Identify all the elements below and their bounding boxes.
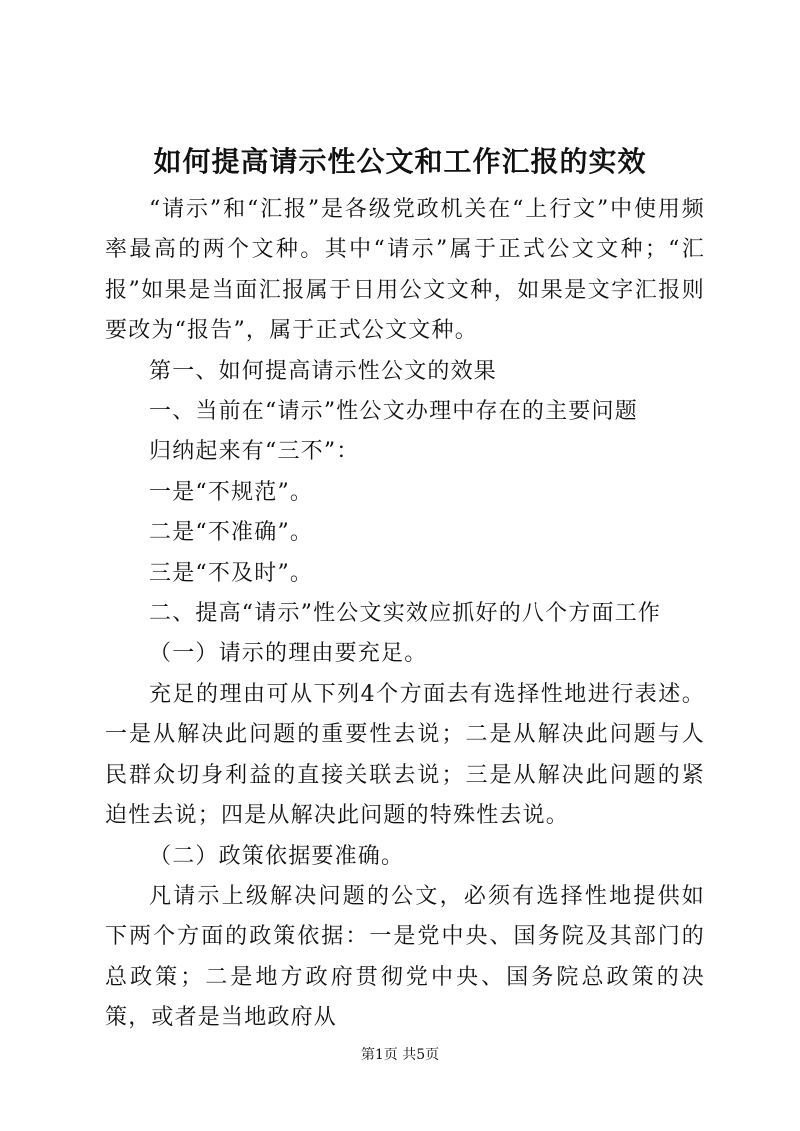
document-title: 如何提高请示性公文和工作汇报的实效: [153, 145, 647, 178]
paragraph-heading-part-one: 第一、如何提高请示性公文的效果: [149, 358, 498, 384]
paragraph-intro: “请示”和“汇报”是各级党政机关在“上行文”中使用频率最高的两个文种。其中“请示”属于正式公文文种；“汇报”如果是当面汇报属于日用公文文种，如果是文字汇报则要改为“报告”，属于正式公文文种。: [105, 197, 705, 344]
paragraph-heading-section-two: 二、提高“请示”性公文实效应抓好的八个方面工作: [149, 601, 662, 627]
paragraph-subheading-one: （一）请示的理由要充足。: [149, 641, 428, 667]
paragraph-policy-basis: 凡请示上级解决问题的公文，必须有选择性地提供如下两个方面的政策依据：一是党中央、国务院及其部门的总政策；二是地方政府贯彻党中央、国务院总政策的决策，或者是当地政府从: [105, 883, 705, 1031]
paragraph-point-two: 二是“不准确”。: [149, 520, 314, 546]
paragraph-heading-section-one: 一、当前在“请示”性公文办理中存在的主要问题: [149, 399, 638, 425]
paragraph-reasons: 充足的理由可从下列4个方面去有选择性地进行表述。一是从解决此问题的重要性去说；二是从解决此问题与人民群众切身利益的直接关联去说；三是从解决此问题的紧迫性去说；四是从解决此问题的特殊性去说。: [105, 681, 705, 829]
paragraph-point-one: 一是“不规范”。: [149, 479, 314, 505]
document-body: [105, 190, 705, 1039]
paragraph-summary: 归纳起来有“三不”：: [149, 439, 360, 465]
paragraph-subheading-two: （二）政策依据要准确。: [149, 843, 405, 869]
paragraph-point-three: 三是“不及时”。: [149, 560, 314, 586]
page-number: 第1页 共5页: [360, 1047, 440, 1063]
